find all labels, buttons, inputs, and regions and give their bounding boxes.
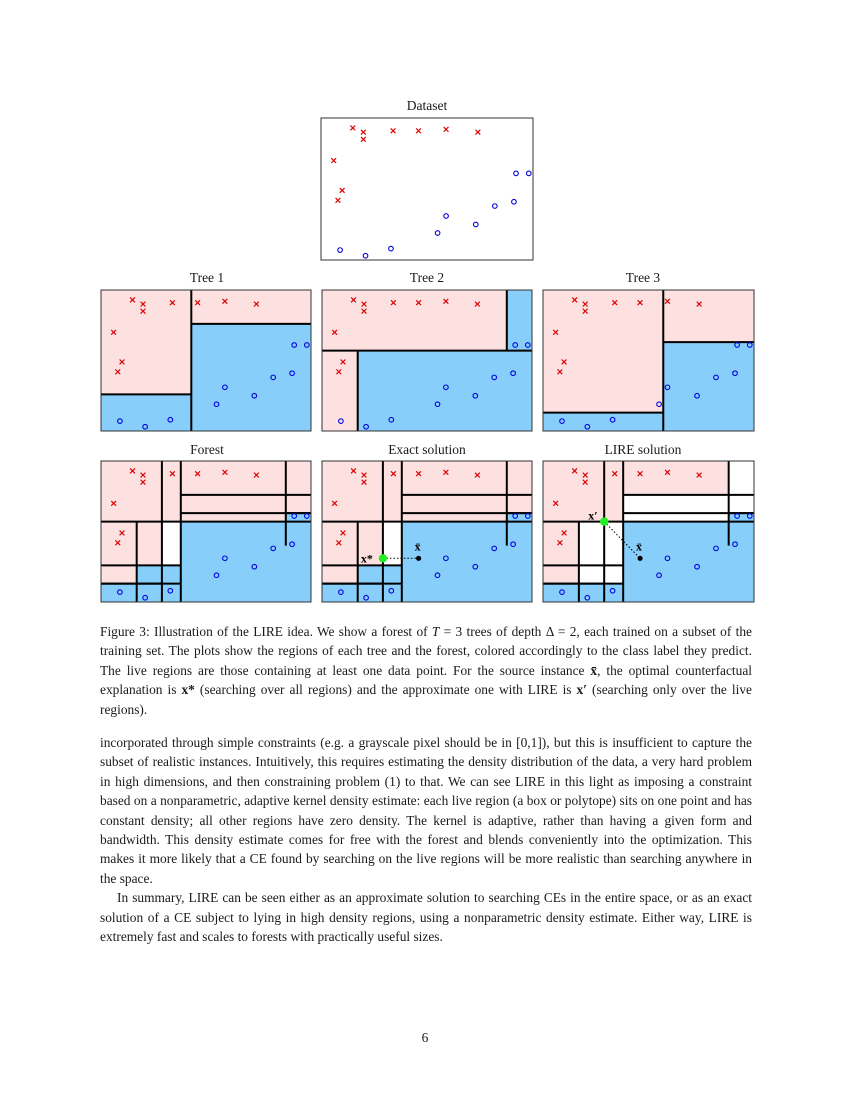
body-paragraph-2: In summary, LIRE can be seen either as an approximate solution to searching CEs in the entire space, or as an exact solution of a CE subject to lying in high density regions, using a nonparametric density estimate. Either way, LIRE is extremely fast and scales to forests with practically useful sizes.: [100, 890, 752, 945]
region: [507, 290, 532, 351]
region: [729, 461, 754, 513]
tree1-title: Tree 1: [189, 270, 225, 285]
counterfactual-solution: [379, 554, 387, 562]
region: [286, 522, 311, 546]
region: [543, 413, 663, 431]
region: [383, 461, 402, 522]
region: [101, 290, 191, 394]
region: [623, 495, 729, 522]
page-number: 6: [421, 1030, 429, 1045]
region: [101, 565, 137, 583]
region: [663, 290, 754, 342]
region: [729, 513, 754, 521]
solution-label: x′: [588, 508, 598, 523]
lire-solution-plot: [543, 461, 754, 602]
region: [543, 565, 579, 583]
dataset-plot: [321, 118, 533, 260]
region: [663, 342, 754, 431]
source-label: x̄: [636, 539, 643, 554]
body-paragraph-1: incorporated through simple constraints (e.g. a grayscale pixel should be in [0,1]), but this is insufficient to capture the subset of realistic instances. Intuitively, this requires estimating the density distribution of the data, a very hard problem in high dimensions, and then constraining problem (1) to that. We can see LIRE in this light as imposing a constraint based on a nonparametric, adaptive kernel density estimate: each live region (a box or polytope) sits on one point and has constant density; all other regions have zero density. The kernel is adaptive, rather than having a given form and bandwidth. This density estimate comes for free with the forest and blends conveniently into the optimization. This makes it more likely that a CE found by searching on the live regions will be more realistic than searching anywhere in the space.: [100, 735, 752, 886]
region: [507, 513, 532, 521]
region: [101, 584, 137, 602]
exact-solution-title: Exact solution: [388, 442, 466, 457]
source-label: x̄: [414, 539, 421, 554]
region: [623, 461, 729, 495]
region: [322, 584, 358, 602]
source-instance: [416, 556, 421, 561]
region: [322, 290, 507, 351]
tree3-title: Tree 3: [625, 270, 661, 285]
region: [286, 461, 311, 513]
forest-title: Forest: [190, 442, 224, 457]
tree2-title: Tree 2: [409, 270, 445, 285]
tree3-plot: [543, 290, 754, 431]
region: [101, 394, 191, 431]
region: [604, 522, 623, 584]
region: [322, 565, 358, 583]
region: [507, 461, 532, 513]
solution-label: x*: [360, 551, 373, 566]
tree2-plot: [322, 290, 532, 431]
figure-caption: Figure 3: Illustration of the LIRE idea. We show a forest of T = 3 trees of depth Δ = 2, each trained on a subset of the training set. The plots show the regions of each tree and the forest, colored accordingly to the class label they predict. The live regions are those containing at least one data point. For the source instance x̄, the optimal counterfactual explanation is x* (searching over all regions) and the approximate one with LIRE is x′ (searching only over the live regions).: [100, 624, 752, 717]
lire-solution-title: LIRE solution: [604, 442, 682, 457]
plot-background: [321, 118, 533, 260]
region: [162, 461, 181, 522]
forest-plot: [101, 461, 311, 602]
region: [604, 461, 623, 522]
region: [507, 522, 532, 546]
region: [358, 351, 532, 431]
region: [137, 522, 162, 566]
counterfactual-solution: [600, 517, 608, 525]
region: [191, 324, 311, 431]
source-instance: [637, 556, 642, 561]
region: [623, 522, 754, 602]
region: [543, 290, 663, 413]
exact-solution-plot: [322, 461, 532, 602]
region: [286, 513, 311, 521]
region: [191, 290, 311, 324]
tree1-plot: [101, 290, 311, 431]
dataset-title: Dataset: [406, 98, 448, 113]
region: [579, 522, 604, 584]
body-text: [100, 733, 752, 946]
